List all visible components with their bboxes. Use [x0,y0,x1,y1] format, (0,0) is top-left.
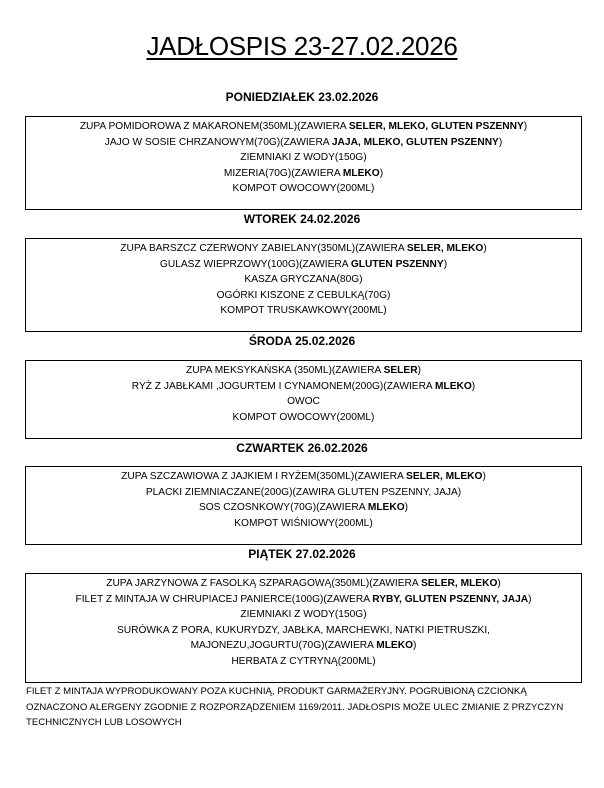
day-heading-monday: PONIEDZIAŁEK 23.02.2026 [225,90,379,104]
page-title: JADŁOSPIS 23-27.02.2026 [146,31,458,61]
menu-item: ZIEMNIAKI Z WODY(150G) [240,152,367,163]
menu-item: KOMPOT OWOCOWY(200ML) [232,411,375,423]
menu-item: GULASZ WIEPRZOWY(100G)(ZAWIERA GLUTEN PSZENNY) [159,258,448,270]
menu-box-friday [25,573,582,683]
menu-item: ZUPA MEKSYKAŃSKA (350ML)(ZAWIERA SELER) [186,365,421,376]
menu-box-wednesday [25,360,582,439]
menu-box-monday [25,116,582,210]
menu-item: ZUPA POMIDOROWA Z MAKARONEM(350ML)(ZAWIERA SELER, MLEKO, GLUTEN PSZENNY) [79,121,528,132]
menu-item: SURÓWKA Z PORA, KUKURYDZY, JABŁKA, MARCHEWKI, NATKI PIETRUSZKI, [116,624,491,636]
menu-item: KOMPOT OWOCOWY(200ML) [232,183,375,194]
menu-item: ZUPA SZCZAWIOWA Z JAJKIEM I RYŻEM(350ML)(ZAWIERA SELER, MLEKO) [121,471,486,482]
menu-box-thursday [25,466,582,545]
menu-item: ZUPA BARSZCZ CZERWONY ZABIELANY(350ML)(ZAWIERA SELER, MLEKO) [120,243,487,254]
menu-item: OWOC [287,396,320,407]
menu-item: KASZA GRYCZANA(80G) [244,274,363,285]
day-heading-thursday: CZWARTEK 26.02.2026 [236,441,368,455]
menu-item: ZIEMNIAKI Z WODY(150G) [240,609,367,620]
menu-item: SOS CZOSNKOWY(70G)(ZAWIERA MLEKO) [198,502,409,513]
menu-item: KOMPOT WIŚNIOWY(200ML) [234,517,373,529]
day-heading-tuesday: WTOREK 24.02.2026 [243,212,361,226]
footnote: FILET Z MINTAJA WYPRODUKOWANY POZA KUCHNIĄ, PRODUKT GARMAŻERYJNY. POGRUBIONĄ CZCIONKĄ OZNACZONO ALERGENY ZGODNIE Z ROZPORZĄDZENIEM 1169/2011. JADŁOSPIS MOŻE ULEC ZMIANIE Z PRZYCZYN TECHNICZNYCH LUB LOSOWYCH [26,686,564,728]
menu-box-tuesday [25,238,582,332]
menu-item: FILET Z MINTAJA W CHRUPIACEJ PANIERCE(100G)(ZAWERA RYBY, GLUTEN PSZENNY, JAJA) [75,593,532,605]
menu-item: PLACKI ZIEMNIACZANE(200G)(ZAWIRA GLUTEN PSZENNY, JAJA) [145,486,462,498]
menu-item: OGÓRKI KISZONE Z CEBULKĄ(70G) [216,289,391,301]
menu-item: RYŻ Z JABŁKAMI ,JOGURTEM I CYNAMONEM(200G)(ZAWIERA MLEKO) [131,380,476,392]
day-heading-wednesday: ŚRODA 25.02.2026 [248,334,356,348]
menu-item: MAJONEZU,JOGURTU(70G)(ZAWIERA MLEKO) [190,640,417,651]
menu-item: JAJO W SOSIE CHRZANOWYM(70G)(ZAWIERA JAJA, MLEKO, GLUTEN PSZENNY) [104,136,503,148]
menu-item: ZUPA JARZYNOWA Z FASOLKĄ SZPARAGOWĄ(350ML)(ZAWIERA SELER, MLEKO) [106,578,501,589]
menu-item: MIZERIA(70G)(ZAWIERA MLEKO) [223,167,384,179]
day-heading-friday: PIĄTEK 27.02.2026 [248,547,356,561]
menu-item: HERBATA Z CYTRYNĄ(200ML) [231,655,376,667]
menu-item: KOMPOT TRUSKAWKOWY(200ML) [220,305,387,316]
